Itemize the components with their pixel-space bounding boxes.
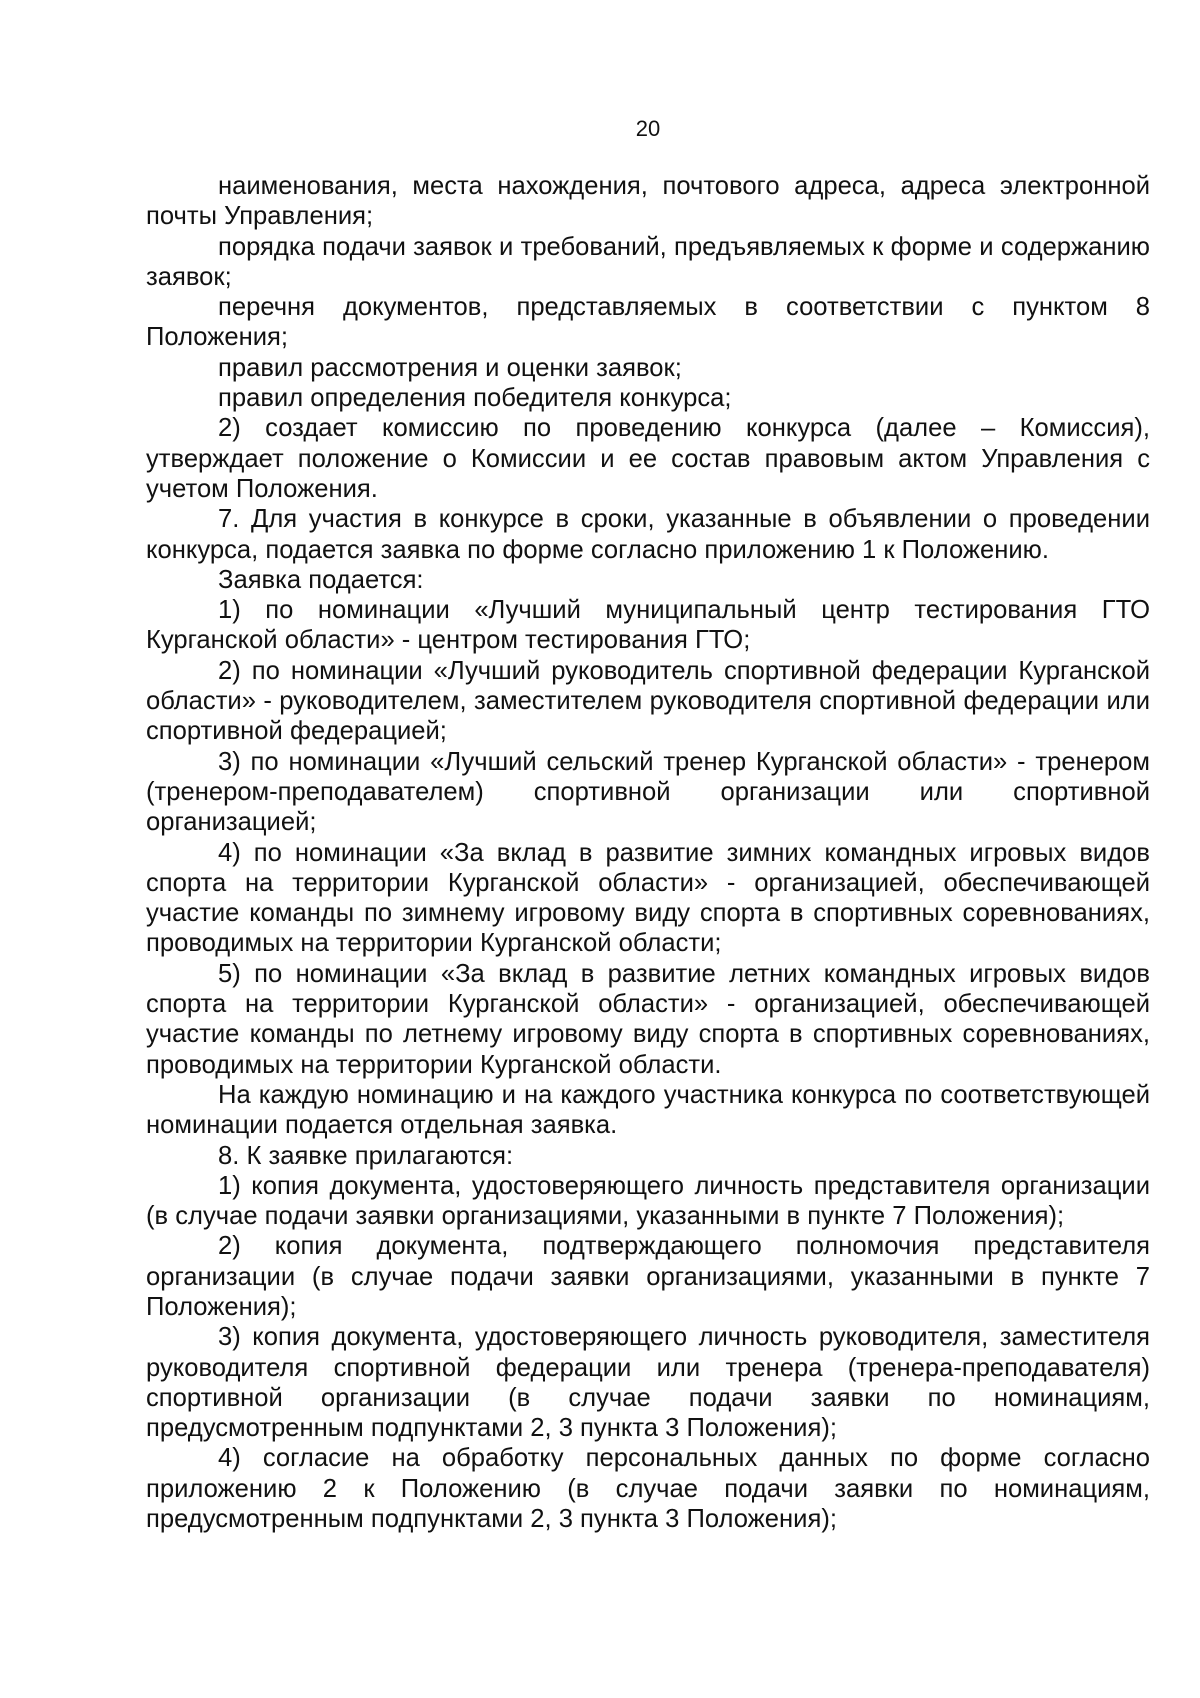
- document-body: [146, 171, 1150, 1534]
- page-number: 20: [635, 116, 661, 141]
- paragraph: 7. Для участия в конкурсе в сроки, указанные в объявлении о проведении конкурса, подается заявка по форме согласно приложению 1 к Положению.: [146, 505, 1150, 564]
- paragraph: 4) согласие на обработку персональных данных по форме согласно приложению 2 к Положению (в случае подачи заявки по номинациям, предусмотренным подпунктами 2, 3 пункта 3 Положения);: [146, 1444, 1150, 1534]
- paragraph: Заявка подается:: [218, 565, 424, 594]
- paragraph: перечня документов, представляемых в соответствии с пунктом 8 Положения;: [146, 293, 1150, 352]
- paragraph: правил рассмотрения и оценки заявок;: [218, 353, 682, 382]
- paragraph: 2) создает комиссию по проведению конкурса (далее – Комиссия), утверждает положение о Комиссии и ее состав правовым актом Управления с учетом Положения.: [146, 414, 1150, 503]
- paragraph: наименования, места нахождения, почтового адреса, адреса электронной почты Управления;: [146, 172, 1150, 231]
- paragraph: 2) по номинации «Лучший руководитель спортивной федерации Курганской области» - руководителем, заместителем руководителя спортивной федерации или спортивной федерацией;: [146, 656, 1150, 746]
- paragraph: 5) по номинации «За вклад в развитие летних командных игровых видов спорта на территории Курганской области» - организацией, обеспечивающей участие команды по летнему игровому виду спорта в спортивных соревнованиях, проводимых на территории Курганской области.: [146, 959, 1150, 1079]
- paragraph: 8. К заявке прилагаются:: [218, 1141, 514, 1170]
- paragraph: 3) копия документа, удостоверяющего личность руководителя, заместителя руководителя спортивной федерации или тренера (тренера-преподавателя) спортивной организации (в случае подачи заявки по номинациям, предусмотренным подпунктами 2, 3 пункта 3 Положения);: [146, 1323, 1150, 1443]
- paragraph: На каждую номинацию и на каждого участника конкурса по соответствующей номинации подается отдельная заявка.: [146, 1080, 1150, 1140]
- paragraph: 1) по номинации «Лучший муниципальный центр тестирования ГТО Курганской области» - центром тестирования ГТО;: [146, 596, 1150, 655]
- paragraph: 1) копия документа, удостоверяющего личность представителя организации (в случае подачи заявки организациями, указанными в пункте 7 Положения);: [146, 1171, 1150, 1231]
- paragraph: 4) по номинации «За вклад в развитие зимних командных игровых видов спорта на территории Курганской области» - организацией, обеспечивающей участие команды по зимнему игровому виду спорта в спортивных соревнованиях, проводимых на территории Курганской области;: [146, 838, 1150, 958]
- paragraph: правил определения победителя конкурса;: [218, 384, 732, 413]
- paragraph: 2) копия документа, подтверждающего полномочия представителя организации (в случае подачи заявки организациями, указанными в пункте 7 Положения);: [146, 1232, 1150, 1321]
- paragraph: порядка подачи заявок и требований, предъявляемых к форме и содержанию заявок;: [146, 232, 1150, 291]
- paragraph: 3) по номинации «Лучший сельский тренер Курганской области» - тренером (тренером-преподавателем) спортивной организации или спортивной организацией;: [146, 747, 1150, 837]
